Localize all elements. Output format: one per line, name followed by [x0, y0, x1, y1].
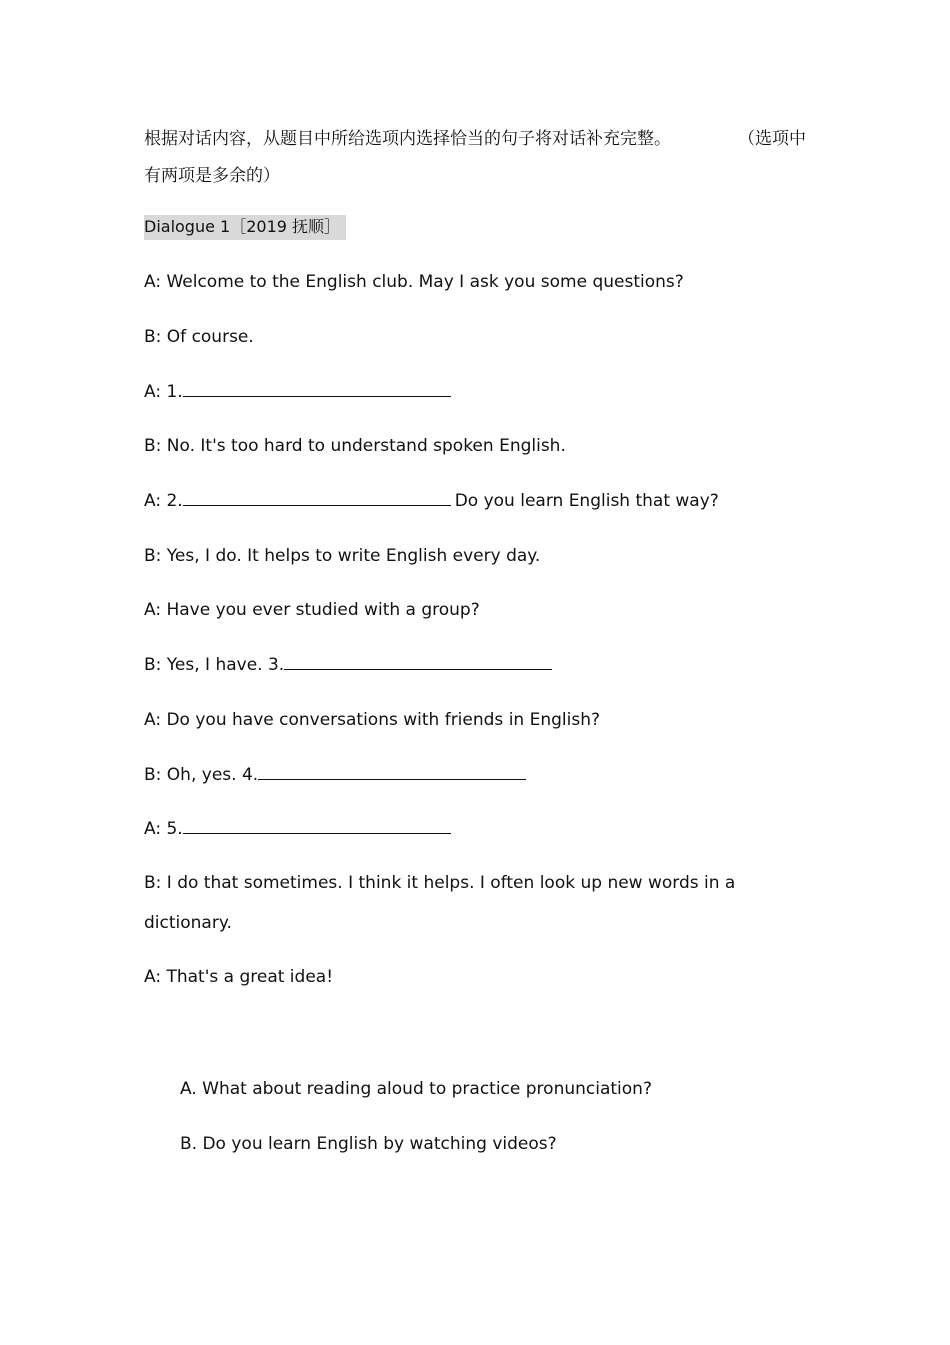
dialogue-title: Dialogue 1［2019 抚顺］: [144, 215, 346, 240]
answer-blank-3[interactable]: [284, 652, 552, 670]
dialogue-line-blank-4: [144, 762, 530, 787]
answer-blank-4[interactable]: [258, 762, 526, 780]
line-prefix: A: 1.: [144, 382, 183, 402]
line-prefix: A: 2.: [144, 491, 183, 511]
instructions: [144, 121, 806, 195]
dialogue-line: B: Of course.: [144, 327, 254, 347]
dialogue-line: A: Have you ever studied with a group?: [144, 600, 480, 620]
dialogue-line-blank-1: [144, 379, 455, 404]
answer-blank-1[interactable]: [183, 379, 451, 397]
dialogue-line: B: Yes, I do. It helps to write English every day.: [144, 546, 541, 566]
line-prefix: B: Oh, yes. 4.: [144, 765, 259, 785]
instruction-main: 根据对话内容，从题目中所给选项内选择恰当的句子将对话补充完整。: [144, 129, 671, 149]
option-a: A. What about reading aloud to practice pronunciation?: [180, 1079, 652, 1099]
line-prefix: A: 5.: [144, 819, 183, 839]
dialogue-line: A: Welcome to the English club. May I ask you some questions?: [144, 272, 684, 292]
line-prefix: B: Yes, I have. 3.: [144, 655, 285, 675]
dialogue-line: B: I do that sometimes. I think it helps. I often look up new words in a: [144, 873, 736, 893]
dialogue-line-blank-3: [144, 652, 556, 677]
answer-blank-2[interactable]: [183, 488, 451, 506]
line-suffix: Do you learn English that way?: [454, 491, 719, 511]
dialogue-line: A: Do you have conversations with friends in English?: [144, 710, 601, 730]
option-b: B. Do you learn English by watching videos?: [180, 1134, 557, 1154]
dialogue-line-blank-2: [144, 488, 719, 513]
dialogue-line: A: That's a great idea!: [144, 967, 334, 987]
dialogue-line: B: No. It's too hard to understand spoken English.: [144, 436, 566, 456]
instruction-note-continued: 有两项是多余的）: [144, 166, 280, 186]
dialogue-line-continued: dictionary.: [144, 913, 232, 933]
instruction-note: （选项中: [738, 129, 806, 149]
dialogue-line-blank-5: [144, 816, 455, 841]
answer-blank-5[interactable]: [183, 816, 451, 834]
